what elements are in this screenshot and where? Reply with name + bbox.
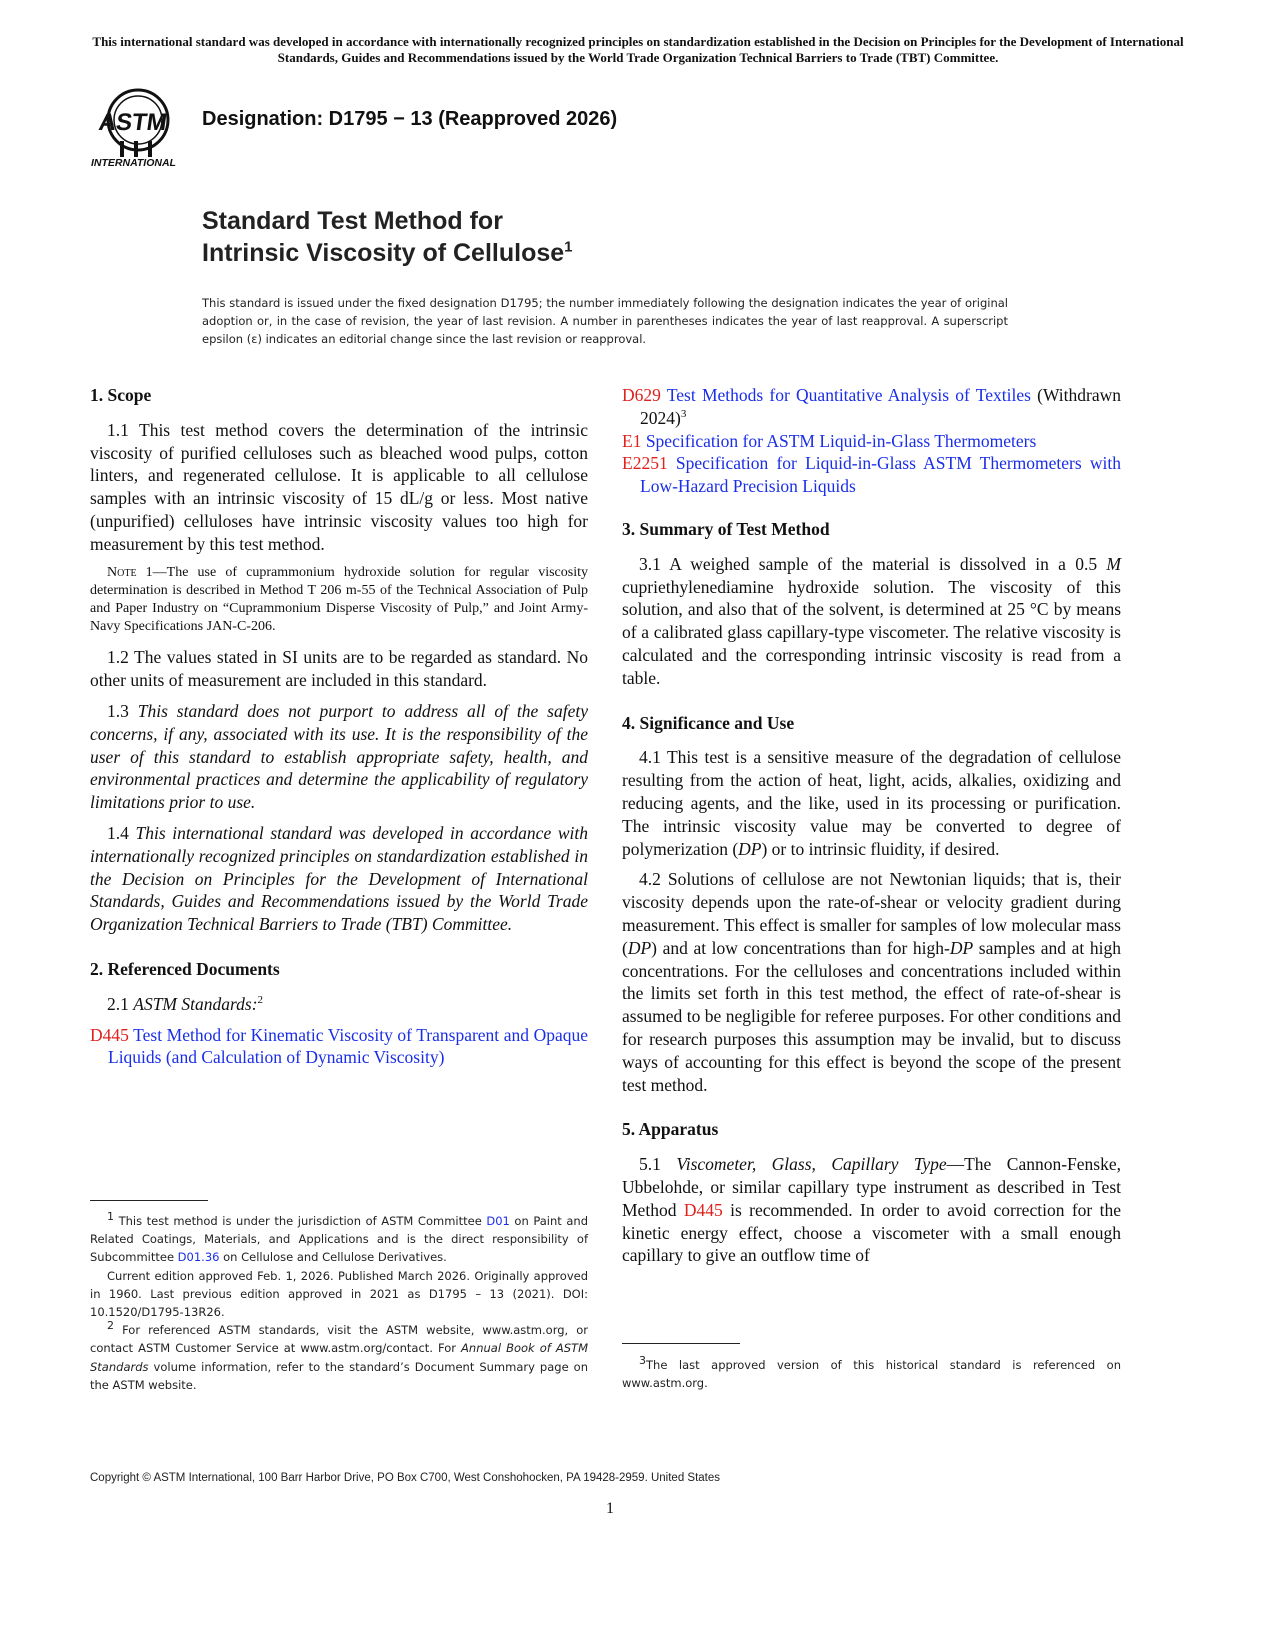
paragraph-text: This standard does not purport to address all of the safety concerns, if any, associated with its use. It is the responsibility of the user of this standard to establish appropriate safety, health, and environmental practices and determine the applicability of regulatory limitations prior to use.: [90, 700, 588, 813]
section-heading-apparatus: 5. Apparatus: [622, 1119, 719, 1140]
paragraph-1-1: 1.1 This test method covers the determination of the intrinsic viscosity of purified celluloses such as bleached wood pulps, cotton linters, and regenerated cellulose. It is applicable to all cellulose samples with an intrinsic viscosity of 15 dL/g or less. Most native (unpurified) celluloses have intrinsic viscosity values too high for measurement by this test method.: [90, 419, 588, 554]
document-title: [202, 205, 573, 269]
reference-e2251[interactable]: [622, 452, 1121, 498]
reference-code[interactable]: D629: [622, 385, 661, 405]
section-heading-scope: 1. Scope: [90, 385, 152, 405]
footnote-1-edition: Current edition approved Feb. 1, 2026. Published March 2026. Originally approved in 1960. Last previous edition approved in 2021 as D1795 – 13 (2021). DOI: 10.1520/D1795-13R26.: [90, 1268, 588, 1320]
svg-text:ASTM: ASTM: [96, 109, 169, 136]
paragraph-text: ASTM Standards:: [133, 993, 258, 1014]
footnote-1: [90, 1212, 588, 1267]
logo-wordmark: INTERNATIONAL: [91, 157, 176, 169]
paragraph-text: 3.1 A weighed sample of the material is dissolved in a 0.5: [639, 553, 1107, 574]
paragraph-text: 4.1 This test is a sensitive measure of the degradation of cellulose resulting from the action of heat, light, acids, alkalies, oxidizing and reducing agents, and the like, used in its processing or purification. The intrinsic viscosity value may be converted to degree of polymerization (: [622, 747, 1121, 859]
note-label: Note 1: [107, 564, 153, 580]
footnote-mark: 2: [257, 993, 264, 1006]
footnote-mark: 1: [107, 1210, 114, 1224]
footnote-text: on Paint and Related Coatings, Materials, and Applications and is the direct responsibility of Subcommittee: [90, 1214, 588, 1265]
right-column: [622, 384, 1121, 1275]
dp-symbol: DP: [949, 937, 974, 958]
paragraph-1-3: [90, 700, 588, 814]
footnote-text: volume information, refer to the standard’s Document Summary page on the ASTM website.: [90, 1359, 588, 1392]
title-main: Intrinsic Viscosity of Cellulose: [202, 239, 565, 267]
reference-link-d445[interactable]: D445: [683, 1199, 723, 1220]
footnote-3: [622, 1356, 1121, 1392]
paragraph-number: 1.4: [107, 822, 129, 843]
paragraph-5-1: [622, 1153, 1121, 1267]
note-1: [90, 564, 588, 637]
reference-title[interactable]: Specification for ASTM Liquid-in-Glass Thermometers: [645, 430, 1037, 451]
astm-logo-mark: [90, 86, 190, 172]
paragraph-text: 4.2 Solutions of cellulose are not Newtonian liquids; that is, their viscosity depends upon the rate-of-shear or velocity gradient during measurement. This effect is smaller for samples of low molecular mass (: [622, 869, 1121, 958]
footnote-divider: [622, 1343, 740, 1344]
reference-code[interactable]: E1: [622, 430, 642, 451]
paragraph-number: 2.1: [107, 993, 129, 1014]
paragraph-1-2: 1.2 The values stated in SI units are to be regarded as standard. No other units of measurement are included in this standard.: [90, 647, 588, 691]
footnote-mark: 3: [639, 1354, 646, 1368]
note-text: —The use of cuprammonium hydroxide solution for regular viscosity determination is described in Method T 206 m-55 of the Technical Association of Pulp and Paper Industry on “Cuprammonium Disperse Viscosity of Pulp,” and Joint Army-Navy Specifications JAN-C-206.: [90, 564, 588, 635]
dp-symbol: DP: [738, 838, 762, 859]
paragraph-text: This international standard was developed in accordance with internationally recognized principles on standardization established in the Decision on Principles for the Development of International Standards, Guides and Recommendations issued by the World Trade Organization Technical Barriers to Trade (TBT) Committee.: [90, 822, 589, 935]
footnote-2: [90, 1321, 588, 1394]
reference-title[interactable]: Test Methods for Quantitative Analysis of Textiles: [666, 385, 1031, 405]
paragraph-text: —The Cannon-Fenske, Ubbelohde, or similar capillary type instrument as described in Test Method: [622, 1154, 1121, 1220]
reference-e1[interactable]: [622, 430, 1121, 453]
title-footnote-mark: 1: [564, 238, 573, 256]
footnote-text: on Cellulose and Cellulose Derivatives.: [219, 1250, 447, 1265]
paragraph-number: 1.3: [107, 700, 129, 721]
footnote-italic: Annual Book of ASTM Standards: [90, 1341, 588, 1374]
top-notice: This international standard was developed in accordance with internationally recognized principles on standardization established in the Decision on Principles for the Development of International Standards, Guides and Recommendations issued by the World Trade Organization Technical Barriers to Trade (TBT) Committee.: [92, 34, 1184, 65]
section-heading-referenced: 2. Referenced Documents: [90, 958, 280, 979]
astm-logo: [90, 86, 190, 172]
left-column: [90, 384, 588, 1069]
designation: Designation: D1795 − 13 (Reapproved 2026): [202, 108, 618, 130]
title-line-2: [202, 237, 573, 269]
reference-title[interactable]: Specification for Liquid-in-Glass ASTM Thermometers with Low-Hazard Precision Liquids: [640, 453, 1122, 497]
reference-d629[interactable]: [622, 384, 1121, 430]
footnote-text: This test method is under the jurisdiction of ASTM Committee: [118, 1214, 487, 1228]
page-number: 1: [606, 1500, 614, 1517]
issue-note: This standard is issued under the fixed designation D1795; the number immediately following the designation indicates the year of original adoption or, in the case of revision, the year of last revision. A number in parentheses indicates the year of last reapproval. A superscript epsilon (ε) indicates an editorial change since the last revision or reapproval.: [202, 296, 1008, 346]
paragraph-number: 5.1: [639, 1154, 661, 1175]
paragraph-text: is recommended. In order to avoid correction for the kinetic energy effect, choose a viscometer with a small enough capillary to give an outflow time of: [622, 1199, 1121, 1266]
paragraph-4-2: [622, 868, 1121, 1096]
reference-status: (Withdrawn 2024): [640, 385, 1122, 428]
footnote-divider: [90, 1200, 208, 1201]
reference-title[interactable]: Test Method for Kinematic Viscosity of Transparent and Opaque Liquids (and Calculation of Dynamic Viscosity): [108, 1024, 589, 1068]
paragraph-text: ) or to intrinsic fluidity, if desired.: [761, 838, 1000, 859]
subcommittee-link[interactable]: D01.36: [177, 1250, 220, 1265]
right-footnotes: [622, 1356, 1121, 1392]
title-line-1: Standard Test Method for: [202, 207, 503, 235]
apparatus-term: Viscometer, Glass, Capillary Type: [676, 1154, 947, 1175]
footnote-mark: 3: [680, 407, 687, 420]
section-heading-significance: 4. Significance and Use: [622, 712, 795, 733]
reference-d445[interactable]: [90, 1024, 588, 1070]
reference-code[interactable]: D445: [90, 1024, 129, 1045]
paragraph-4-1: [622, 746, 1121, 860]
footnote-text: For referenced ASTM standards, visit the ASTM website, www.astm.org, or contact ASTM Customer Service at www.astm.org/contact. For: [90, 1323, 589, 1356]
paragraph-2-1: [90, 993, 588, 1016]
copyright: Copyright © ASTM International, 100 Barr Harbor Drive, PO Box C700, West Conshohocken, PA 19428-2959. United States: [90, 1472, 721, 1484]
molarity-symbol: M: [1106, 553, 1121, 574]
paragraph-1-4: [90, 822, 588, 936]
reference-code[interactable]: E2251: [622, 453, 668, 474]
dp-symbol: DP: [627, 937, 652, 958]
paragraph-text: ) and at low concentrations than for high-: [651, 937, 950, 958]
paragraph-text: cupriethylenediamine hydroxide solution. The viscosity of this solution, and also that of the solvent, is determined at 25 °C by means of a calibrated glass capillary-type viscometer. The relative viscosity is calculated and the corresponding intrinsic viscosity is read from a table.: [622, 576, 1121, 688]
section-heading-summary: 3. Summary of Test Method: [622, 518, 830, 539]
footnote-mark: 2: [107, 1319, 114, 1333]
paragraph-text: samples and at high concentrations. For the celluloses and concentrations included within the limits set forth in this test method, the effect of rate-of-shear is assumed to be negligible for referee purposes. For other conditions and for research purposes this assumption may be invalid, but to discuss ways of accounting for this effect is beyond the scope of the present test method.: [622, 937, 1122, 1095]
footnote-text: The last approved version of this historical standard is referenced on www.astm.org.: [622, 1358, 1121, 1391]
committee-link[interactable]: D01: [486, 1214, 510, 1228]
left-footnotes: [90, 1212, 588, 1394]
paragraph-3-1: [622, 553, 1121, 690]
